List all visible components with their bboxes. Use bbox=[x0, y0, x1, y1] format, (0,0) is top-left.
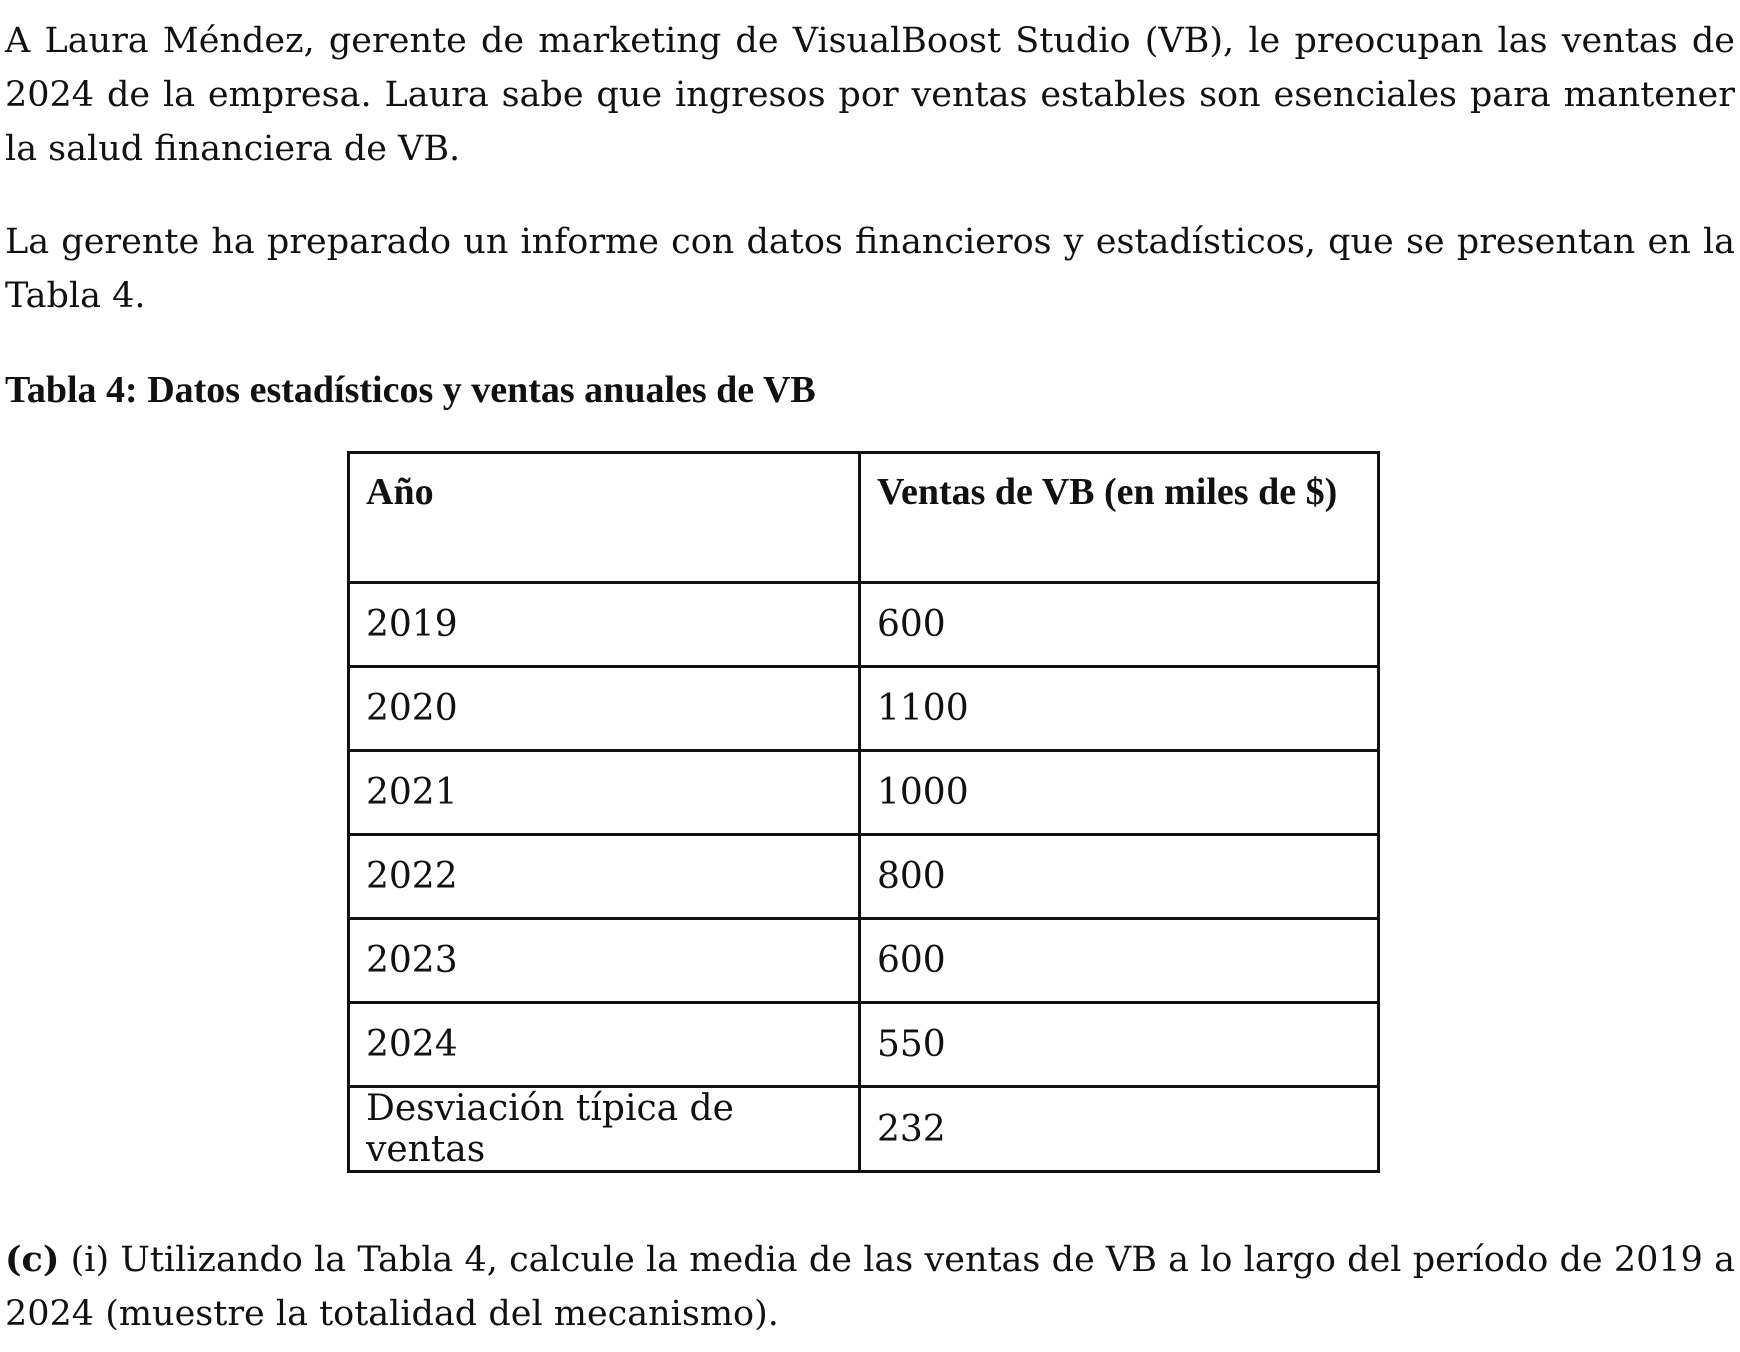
table-header-row bbox=[349, 453, 1379, 583]
header-year: Año bbox=[349, 453, 860, 583]
row-sales-cell: 800 bbox=[860, 835, 1379, 919]
question-c bbox=[5, 1233, 1735, 1341]
table-caption: Tabla 4: Datos estadísticos y ventas anuales de VB bbox=[5, 369, 816, 411]
row-sales-cell: 550 bbox=[860, 1003, 1379, 1087]
document-body bbox=[5, 14, 1735, 417]
row-year-cell: 2024 bbox=[349, 1003, 860, 1087]
intro-paragraph: A Laura Méndez, gerente de marketing de VisualBoost Studio (VB), le preocupan las ventas de 2024 de la empresa. Laura sabe que ingresos por ventas estables son esenciales para mantener la salud financiera de VB. bbox=[5, 21, 1735, 169]
question-label: (c) bbox=[5, 1239, 60, 1280]
row-sales-cell: 600 bbox=[860, 583, 1379, 667]
table-row-std-dev bbox=[349, 1087, 1379, 1172]
header-sales: Ventas de VB (en miles de $) bbox=[860, 453, 1379, 583]
table-row bbox=[349, 1003, 1379, 1087]
std-dev-value-cell: 232 bbox=[860, 1087, 1379, 1172]
row-sales-cell: 600 bbox=[860, 919, 1379, 1003]
row-sales-cell: 1000 bbox=[860, 751, 1379, 835]
table-row bbox=[349, 583, 1379, 667]
table-row bbox=[349, 667, 1379, 751]
std-dev-label-cell: Desviación típica de ventas bbox=[349, 1087, 860, 1172]
table-row bbox=[349, 835, 1379, 919]
sales-table bbox=[347, 451, 1380, 1173]
row-year-cell: 2022 bbox=[349, 835, 860, 919]
row-year-cell: 2019 bbox=[349, 583, 860, 667]
report-paragraph: La gerente ha preparado un informe con datos financieros y estadísticos, que se presentan en la Tabla 4. bbox=[5, 222, 1735, 316]
row-year-cell: 2023 bbox=[349, 919, 860, 1003]
row-sales-cell: 1100 bbox=[860, 667, 1379, 751]
table-row bbox=[349, 751, 1379, 835]
table-row bbox=[349, 919, 1379, 1003]
row-year-cell: 2021 bbox=[349, 751, 860, 835]
row-year-cell: 2020 bbox=[349, 667, 860, 751]
question-text: (i) Utilizando la Tabla 4, calcule la media de las ventas de VB a lo largo del período de 2019 a 2024 (muestre la totalidad del mecanismo). bbox=[5, 1240, 1735, 1334]
